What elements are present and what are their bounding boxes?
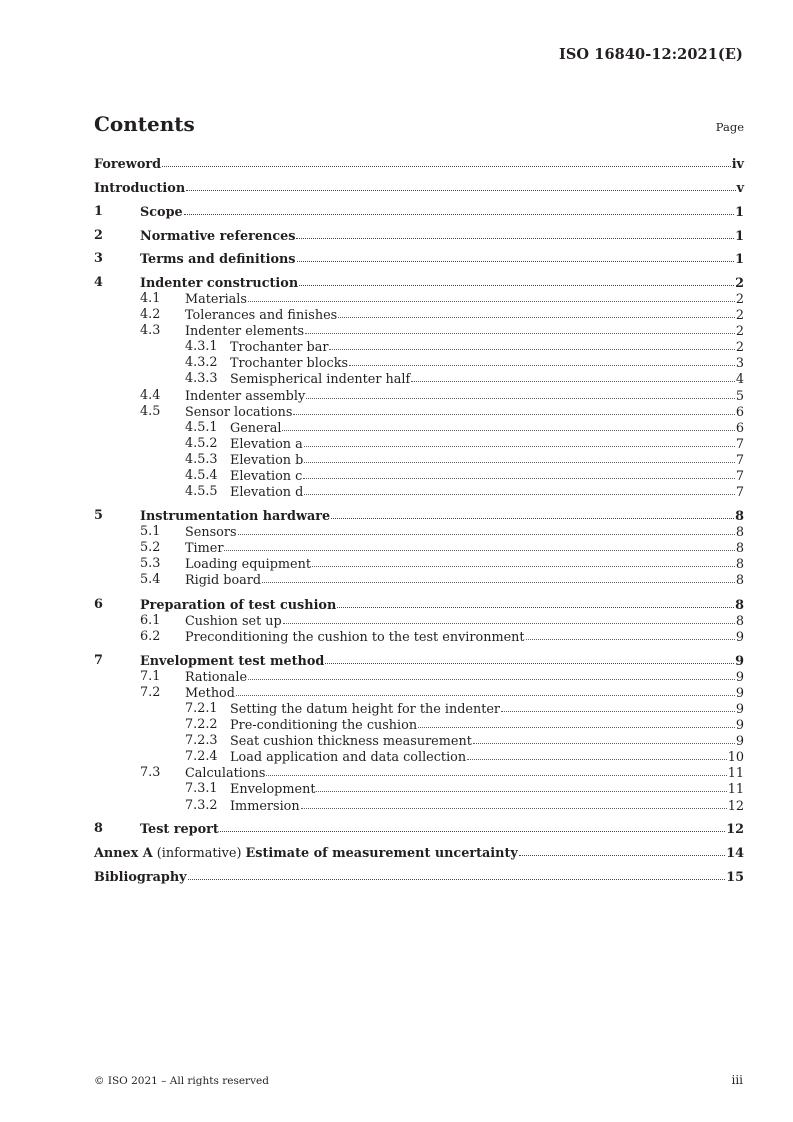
toc-entry-label: Envelopment test method: [140, 654, 325, 669]
toc-entry-page: 10: [727, 750, 744, 765]
dot-leader: [306, 387, 735, 399]
toc-entry-number: 5.4: [140, 572, 161, 587]
toc-entry[interactable]: [94, 540, 744, 556]
toc-entry-label: Elevation a: [230, 437, 303, 452]
toc-entry[interactable]: [94, 404, 744, 420]
toc-entry-number: 7.1: [140, 669, 161, 684]
toc-entry-label: Introduction: [94, 181, 186, 196]
dot-leader: [337, 596, 734, 608]
dot-leader: [220, 820, 725, 832]
toc-entry-page: 3: [735, 356, 744, 371]
toc-entry-number: 4: [94, 275, 103, 290]
toc-entry-number: 4.1: [140, 291, 161, 306]
annex-note: (informative): [152, 846, 246, 861]
toc-entry-page: 9: [735, 630, 744, 645]
toc-entry-page: 7: [735, 437, 744, 452]
toc-entry-label: Setting the datum height for the indenter: [230, 702, 501, 717]
page-title: Contents: [94, 112, 195, 136]
page-column-label: Page: [715, 120, 744, 134]
toc-entry[interactable]: [94, 524, 744, 540]
toc-entry-label: Semispherical indenter half: [230, 372, 411, 387]
toc-entry-number: 4.3: [140, 323, 161, 338]
toc-entry-number: 4.4: [140, 388, 161, 403]
toc-entry-number: 5.1: [140, 524, 161, 539]
toc-entry-number: 4.5.3: [185, 452, 218, 467]
toc-entry-label: Foreword: [94, 157, 162, 172]
dot-leader: [266, 764, 726, 776]
dot-leader: [303, 467, 735, 479]
toc-entry-label: Sensor locations: [185, 405, 293, 420]
toc-entry-label: Indenter construction: [140, 276, 299, 291]
toc-entry-label: Elevation d: [230, 485, 304, 500]
toc-entry-number: 7.2.2: [185, 717, 218, 732]
toc-entry-number: 4.3.1: [185, 339, 218, 354]
dot-leader: [224, 539, 734, 551]
toc-entry[interactable]: [94, 484, 744, 500]
toc-entry-label: Preconditioning the cushion to the test environment: [185, 630, 525, 645]
toc-entry-page: 8: [735, 509, 744, 524]
toc-entry-number: 4.3.3: [185, 371, 218, 386]
toc-entry[interactable]: [94, 436, 744, 452]
toc-entry-page: 7: [735, 485, 744, 500]
dot-leader: [467, 748, 727, 760]
toc-entry-label: Tolerances and finishes: [185, 308, 338, 323]
toc-entry-label: Indenter assembly: [185, 389, 306, 404]
dot-leader: [186, 179, 735, 191]
toc-entry-number: 3: [94, 251, 103, 266]
toc-entry[interactable]: [94, 420, 744, 436]
toc-entry[interactable]: [94, 339, 744, 355]
toc-entry-page: 15: [726, 870, 744, 885]
toc-entry-label: Elevation c: [230, 469, 303, 484]
toc-entry-page: 6: [735, 405, 744, 420]
toc-entry-number: 2: [94, 228, 103, 243]
toc-entry-label: Trochanter bar: [230, 340, 329, 355]
toc-entry-number: 7.2: [140, 685, 161, 700]
toc-entry-page: 1: [735, 205, 744, 220]
toc-entry-label: Seat cushion thickness measurement: [230, 734, 472, 749]
copyright-notice: © ISO 2021 – All rights reserved: [94, 1075, 269, 1087]
toc-entry-page: 5: [735, 389, 744, 404]
toc-entry-label: Rigid board: [185, 573, 262, 588]
dot-leader: [304, 435, 735, 447]
dot-leader: [411, 370, 735, 382]
toc-entry-label: General: [230, 421, 282, 436]
toc-entry-page: iv: [731, 157, 744, 172]
toc-entry-annex-a[interactable]: [94, 845, 744, 861]
annex-prefix: Annex A: [94, 846, 153, 861]
toc-entry-page: 1: [735, 229, 744, 244]
dot-leader: [305, 322, 735, 334]
dot-leader: [301, 797, 727, 809]
toc-entry-page: 9: [735, 734, 744, 749]
dot-leader: [248, 668, 735, 680]
toc-entry-label: Loading equipment: [185, 557, 312, 572]
toc-entry-page: 7: [735, 453, 744, 468]
dot-leader: [329, 338, 734, 350]
dot-leader: [283, 612, 735, 624]
toc-entry-label: Materials: [185, 292, 247, 307]
toc-entry[interactable]: [94, 629, 744, 645]
toc-entry[interactable]: [94, 556, 744, 572]
toc-entry[interactable]: [94, 468, 744, 484]
dot-leader: [297, 250, 735, 262]
toc-entry-number: 7.3: [140, 765, 161, 780]
dot-leader: [316, 780, 726, 792]
toc-entry[interactable]: [94, 572, 744, 588]
toc-entry-label: Indenter elements: [185, 324, 305, 339]
toc-entry[interactable]: [94, 821, 744, 837]
contents-heading-row: [94, 112, 744, 138]
toc-entry-page: 2: [735, 276, 744, 291]
toc-entry-number: 5.3: [140, 556, 161, 571]
toc-entry-label: Bibliography: [94, 870, 187, 885]
toc-entry[interactable]: [94, 508, 744, 524]
toc-entry-number: 6: [94, 597, 103, 612]
toc-entry-number: 4.5.1: [185, 420, 218, 435]
toc-entry[interactable]: [94, 685, 744, 701]
toc-entry-number: 7.3.1: [185, 781, 218, 796]
dot-leader: [331, 507, 734, 519]
dot-leader: [501, 700, 735, 712]
toc-entry-page: 12: [726, 822, 744, 837]
toc-entry[interactable]: [94, 701, 744, 717]
toc-entry-label: Preparation of test cushion: [140, 598, 337, 613]
toc-entry-label: Method: [185, 686, 235, 701]
dot-leader: [238, 523, 735, 535]
toc-entry-page: 11: [727, 766, 744, 781]
toc-entry-page: 8: [735, 525, 744, 540]
toc-entry-number: 4.5.5: [185, 484, 218, 499]
dot-leader: [162, 155, 731, 167]
dot-leader: [293, 403, 734, 415]
toc-entry-number: 4.2: [140, 307, 161, 322]
toc-entry-page: 4: [735, 372, 744, 387]
toc-entry-bibliography[interactable]: [94, 869, 744, 885]
toc-entry-page: 9: [735, 686, 744, 701]
toc-entry-label: Calculations: [185, 766, 266, 781]
toc-entry[interactable]: [94, 749, 744, 765]
dot-leader: [282, 419, 734, 431]
toc-entry[interactable]: [94, 733, 744, 749]
toc-entry-label: Cushion set up: [185, 614, 282, 629]
toc-entry-page: 2: [735, 292, 744, 307]
dot-leader: [312, 555, 735, 567]
toc-entry-page: 12: [727, 799, 744, 814]
toc-entry[interactable]: [94, 307, 744, 323]
dot-leader: [519, 844, 725, 856]
toc-entry-label: Envelopment: [230, 782, 316, 797]
toc-entry-number: 7: [94, 653, 103, 668]
toc-entry[interactable]: [94, 597, 744, 613]
toc-entry[interactable]: [94, 275, 744, 291]
toc-entry-page: 9: [735, 670, 744, 685]
toc-entry-page: 9: [735, 654, 744, 669]
toc-entry-number: 4.5.2: [185, 436, 218, 451]
toc-entry-label: Scope: [140, 205, 183, 220]
toc-entry-page: 2: [735, 308, 744, 323]
toc-entry-page: 8: [735, 598, 744, 613]
toc-entry-label: Sensors: [185, 525, 237, 540]
page-number: iii: [731, 1073, 743, 1087]
toc-entry[interactable]: [94, 371, 744, 387]
toc-entry-number: 7.3.2: [185, 798, 218, 813]
toc-entry-number: 4.5.4: [185, 468, 218, 483]
dot-leader: [349, 354, 735, 366]
toc-entry[interactable]: [94, 251, 744, 267]
toc-entry-page: 14: [726, 846, 744, 861]
dot-leader: [188, 868, 726, 880]
toc-entry[interactable]: [94, 765, 744, 781]
dot-leader: [304, 451, 735, 463]
toc-entry-page: v: [736, 181, 744, 196]
toc-entry-page: 11: [727, 782, 744, 797]
toc-entry[interactable]: [94, 323, 744, 339]
dot-leader: [299, 274, 734, 286]
toc-entry-label: Timer: [185, 541, 224, 556]
toc-entry-number: 7.2.1: [185, 701, 218, 716]
toc-entry-page: 8: [735, 614, 744, 629]
toc-entry-label: Rationale: [185, 670, 248, 685]
dot-leader: [526, 628, 735, 640]
dot-leader: [262, 571, 735, 583]
toc-entry-label: Trochanter blocks: [230, 356, 349, 371]
dot-leader: [248, 290, 735, 302]
toc-entry-page: 8: [735, 573, 744, 588]
dot-leader: [418, 716, 735, 728]
toc-entry[interactable]: [94, 180, 744, 196]
toc-entry-number: 1: [94, 204, 103, 219]
toc-entry-number: 4.5: [140, 404, 161, 419]
toc-entry[interactable]: [94, 717, 744, 733]
dot-leader: [304, 483, 735, 495]
toc-entry-page: 8: [735, 557, 744, 572]
toc-entry[interactable]: [94, 156, 744, 172]
toc-entry[interactable]: [94, 355, 744, 371]
toc-entry-page: 8: [735, 541, 744, 556]
toc-entry-label: Instrumentation hardware: [140, 509, 331, 524]
toc-entry-page: 2: [735, 340, 744, 355]
toc-entry-label: Test report: [140, 822, 219, 837]
toc-entry[interactable]: [94, 669, 744, 685]
dot-leader: [184, 203, 734, 215]
toc-entry-page: 1: [735, 252, 744, 267]
toc-entry-number: 5.2: [140, 540, 161, 555]
toc-entry-page: 7: [735, 469, 744, 484]
dot-leader: [338, 306, 735, 318]
toc-entry[interactable]: [94, 798, 744, 814]
toc-entry[interactable]: [94, 291, 744, 307]
toc-entry-number: 8: [94, 821, 103, 836]
toc-entry-number: 6.2: [140, 629, 161, 644]
annex-label: Estimate of measurement uncertainty: [245, 846, 518, 861]
toc-entry-number: 5: [94, 508, 103, 523]
dot-leader: [473, 732, 735, 744]
toc-entry-page: 6: [735, 421, 744, 436]
toc-entry-label: Immersion: [230, 799, 300, 814]
dot-leader: [236, 684, 735, 696]
toc-entry-label: Normative references: [140, 229, 296, 244]
dot-leader: [296, 227, 734, 239]
toc-entry[interactable]: [94, 613, 744, 629]
dot-leader: [325, 652, 734, 664]
toc-entry-page: 9: [735, 718, 744, 733]
toc-entry-label: Pre-conditioning the cushion: [230, 718, 418, 733]
toc-entry-number: 7.2.4: [185, 749, 218, 764]
toc-entry-number: 6.1: [140, 613, 161, 628]
toc-entry-label: Load application and data collection: [230, 750, 467, 765]
toc-entry[interactable]: [94, 452, 744, 468]
toc-entry-page: 2: [735, 324, 744, 339]
toc-entry-page: 9: [735, 702, 744, 717]
toc-entry-number: 4.3.2: [185, 355, 218, 370]
toc-entry-label: Terms and definitions: [140, 252, 296, 267]
toc-entry[interactable]: [94, 781, 744, 797]
toc-entry-number: 7.2.3: [185, 733, 218, 748]
toc-entry[interactable]: [94, 388, 744, 404]
toc-entry[interactable]: [94, 228, 744, 244]
toc-entry[interactable]: [94, 653, 744, 669]
toc-entry[interactable]: [94, 204, 744, 220]
toc-entry-label: Elevation b: [230, 453, 304, 468]
document-id: ISO 16840-12:2021(E): [558, 46, 743, 63]
